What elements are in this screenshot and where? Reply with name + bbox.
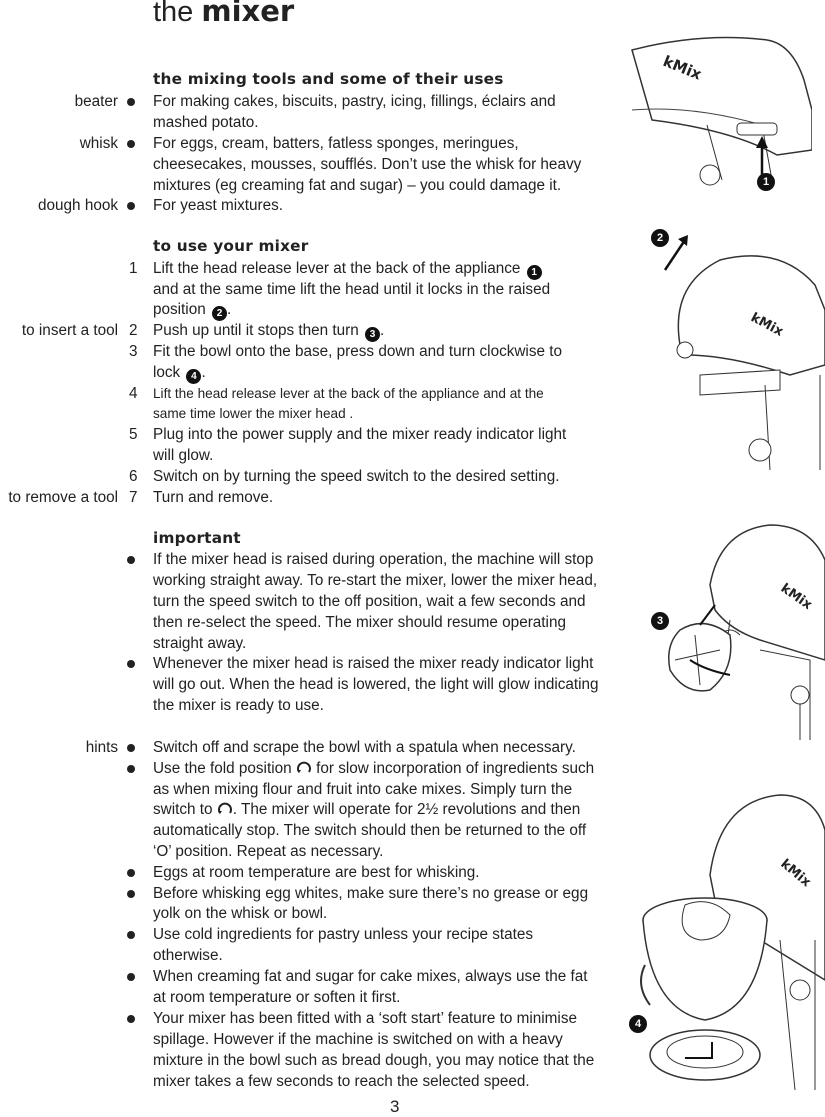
hint-text: ‘O’ position. Repeat as necessary. — [153, 843, 384, 860]
figure-ref-badge: 2 — [212, 306, 227, 321]
hint-text: otherwise. — [153, 947, 223, 964]
hint-text: automatically stop. The switch should then be returned to the off — [153, 822, 587, 839]
hint-text: spillage. However if the machine is switched on with a heavy — [153, 1031, 563, 1048]
hint-text: as when mixing flour and fruit into cake mixes. Simply turn the — [153, 781, 573, 798]
whisk-label: whisk — [79, 135, 118, 152]
whisk-text: cheesecakes, mousses, soufflés. Don’t use the whisk for heavy — [153, 156, 582, 173]
beater-label: beater — [74, 93, 118, 110]
step-2-text: Push up until it stops then turn 3 . — [153, 322, 385, 340]
bullet — [127, 660, 135, 668]
beater-text: mashed potato. — [153, 114, 259, 131]
hint-text: yolk on the whisk or bowl. — [153, 905, 328, 922]
whisk-text: For eggs, cream, batters, fatless sponges, meringues, — [153, 135, 519, 152]
hint-text: Before whisking egg whites, make sure there’s no grease or egg — [153, 885, 589, 902]
fold-icon — [296, 760, 312, 776]
hint-text: switch to . The mixer will operate for 2½ revolutions and then — [153, 801, 581, 818]
figure-badge: 1 — [757, 173, 775, 191]
important-text: Whenever the mixer head is raised the mixer ready indicator light — [153, 655, 594, 672]
step-number: 7 — [129, 489, 138, 506]
mixer-bowl-illustration — [630, 790, 825, 1105]
insert-tool-label: to insert a tool — [21, 322, 118, 339]
step-6-text: Switch on by turning the speed switch to the desired setting. — [153, 468, 560, 485]
hint-text: When creaming fat and sugar for cake mixes, always use the fat — [153, 968, 588, 985]
bullet — [127, 202, 135, 210]
figure-badge: 2 — [651, 229, 669, 247]
important-text: working straight away. To re-start the mixer, lower the mixer head, — [153, 572, 598, 589]
hint-text: at room temperature or soften it first. — [153, 989, 401, 1006]
important-text: the mixer is ready to use. — [153, 697, 324, 714]
hints-label: hints — [85, 739, 118, 756]
figure-badge: 3 — [651, 612, 669, 630]
hint-text: mixture in the bowl such as bread dough, you may notice that the — [153, 1052, 595, 1069]
step-number: 4 — [129, 385, 138, 402]
bullet — [127, 765, 135, 773]
svg-text:kMix: kMix — [748, 310, 786, 340]
step-7-text: Turn and remove. — [153, 489, 274, 506]
important-text: If the mixer head is raised during operation, the machine will stop — [153, 551, 594, 568]
bullet — [127, 98, 135, 106]
page-number: 3 — [390, 1097, 400, 1116]
bullet — [127, 1015, 135, 1023]
hint-text: mixer takes a few seconds to reach the selected speed. — [153, 1073, 530, 1090]
figure-ref-badge: 3 — [365, 327, 380, 342]
svg-text:kMix: kMix — [777, 856, 814, 891]
mixer-insert-tool-illustration — [660, 520, 825, 740]
figure-ref-badge: 1 — [527, 265, 542, 280]
important-heading: important — [153, 529, 241, 547]
step-5-text: will glow. — [153, 447, 214, 464]
step-3-text: Fit the bowl onto the base, press down and turn clockwise to — [153, 343, 562, 360]
figure-badge: 4 — [629, 1015, 647, 1033]
step-4-text: Lift the head release lever at the back of the appliance and at the — [153, 386, 544, 401]
use-heading: to use your mixer — [153, 237, 309, 255]
step-5-text: Plug into the power supply and the mixer ready indicator light — [153, 426, 567, 443]
step-number: 1 — [129, 260, 138, 277]
page-title: the mixer — [153, 0, 295, 28]
hint-text: Eggs at room temperature are best for whisking. — [153, 864, 480, 881]
step-3-text: lock 4 . — [153, 364, 206, 382]
hint-text: Use the fold position for slow incorporation of ingredients such — [153, 760, 595, 777]
bullet — [127, 744, 135, 752]
bullet — [127, 973, 135, 981]
dough-hook-label: dough hook — [38, 197, 118, 214]
remove-tool-label: to remove a tool — [8, 489, 118, 506]
dough-hook-text: For yeast mixtures. — [153, 197, 284, 214]
bullet — [127, 890, 135, 898]
step-number: 3 — [129, 343, 138, 360]
mixer-lever-illustration — [612, 30, 812, 190]
step-1-text: position 2 . — [153, 301, 232, 319]
important-text: will go out. When the head is lowered, the light will glow indicating — [153, 676, 599, 693]
step-4-text: same time lower the mixer head . — [153, 406, 354, 421]
step-1-text: Lift the head release lever at the back of the appliance 1 — [153, 259, 542, 280]
hint-text: Your mixer has been fitted with a ‘soft start’ feature to minimise — [153, 1010, 577, 1027]
svg-text:kMix: kMix — [777, 580, 815, 614]
bullet — [127, 140, 135, 148]
figure-ref-badge: 4 — [186, 369, 201, 384]
step-1-text: and at the same time lift the head until it locks in the raised — [153, 281, 551, 298]
beater-text: For making cakes, biscuits, pastry, icing, fillings, éclairs and — [153, 93, 556, 110]
svg-text:kMix: kMix — [660, 52, 705, 84]
mixer-head-raised-illustration — [640, 225, 825, 470]
important-text: turn the speed switch to the off position, wait a few seconds and — [153, 593, 586, 610]
hint-text: Use cold ingredients for pastry unless your recipe states — [153, 926, 534, 943]
fold-icon — [217, 801, 233, 817]
bullet — [127, 869, 135, 877]
step-number: 6 — [129, 468, 138, 485]
bullet — [127, 556, 135, 564]
important-text: straight away. — [153, 635, 247, 652]
bullet — [127, 931, 135, 939]
tools-heading: the mixing tools and some of their uses — [153, 70, 504, 88]
whisk-text: mixtures (eg creaming fat and sugar) – you could damage it. — [153, 177, 562, 194]
step-number: 5 — [129, 426, 138, 443]
hint-text: Switch off and scrape the bowl with a spatula when necessary. — [153, 739, 576, 756]
step-number: 2 — [129, 322, 138, 339]
important-text: then re-select the speed. The mixer should resume operating — [153, 614, 566, 631]
